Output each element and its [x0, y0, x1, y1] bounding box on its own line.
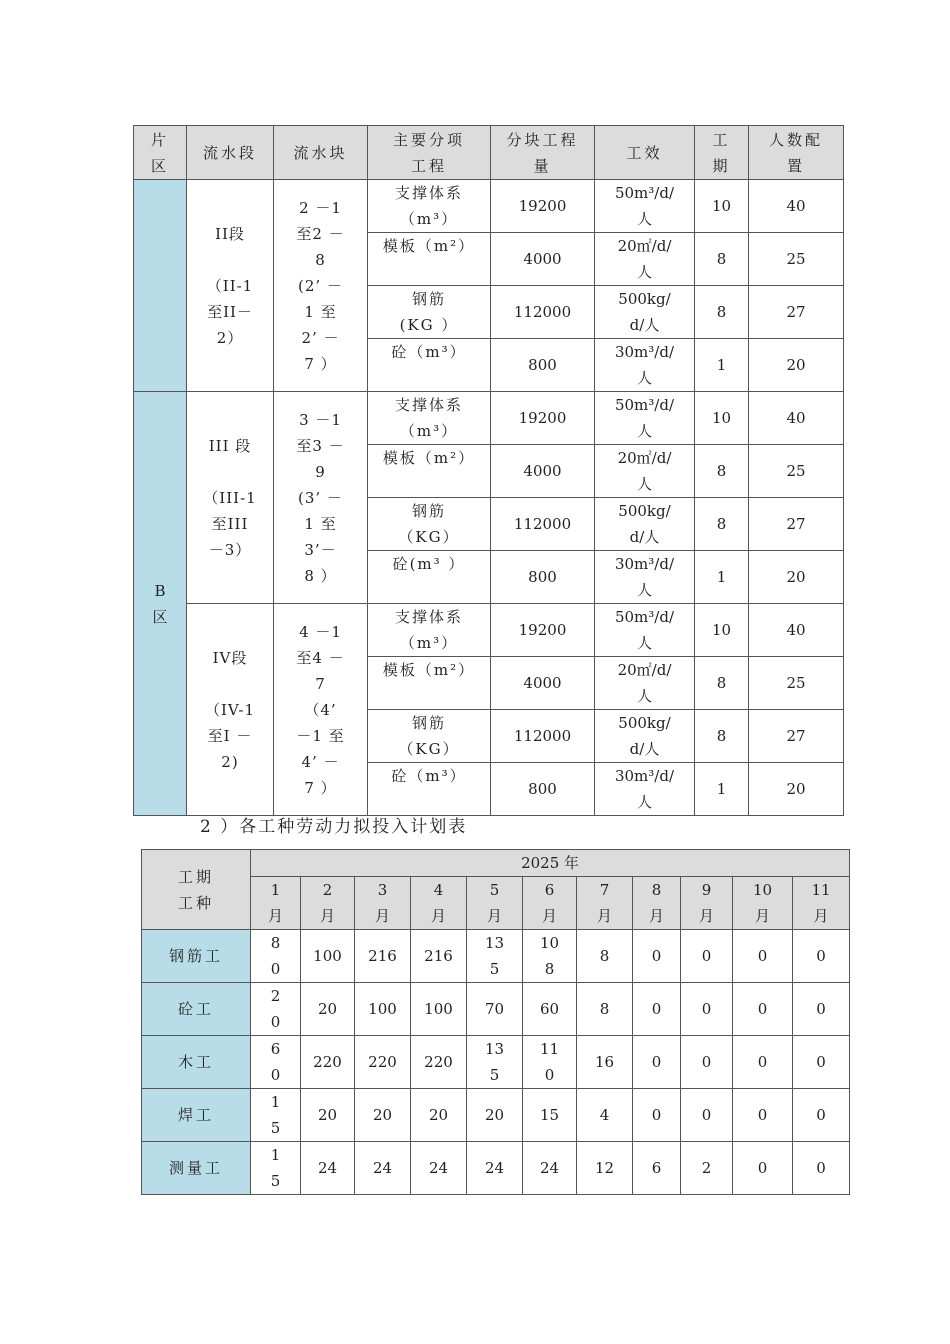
value-cell: 100: [411, 983, 467, 1036]
value-cell: 0: [793, 983, 850, 1036]
value-cell: 0: [733, 983, 793, 1036]
value-cell: 1 5: [251, 1089, 301, 1142]
value-cell: 0: [793, 1036, 850, 1089]
table-row: [134, 392, 844, 445]
value-cell: 2: [681, 1142, 733, 1195]
staff-cell: 25: [749, 657, 844, 710]
month-cell: 8 月: [633, 877, 681, 930]
header-cell: 流水块: [274, 126, 368, 180]
value-cell: 6: [633, 1142, 681, 1195]
value-cell: 0: [633, 1036, 681, 1089]
table-row: [142, 1089, 850, 1142]
trade-cell: 木工: [142, 1036, 251, 1089]
value-cell: 0: [633, 1089, 681, 1142]
month-cell: 4 月: [411, 877, 467, 930]
trade-cell: 砼工: [142, 983, 251, 1036]
period-cell: 10: [695, 392, 749, 445]
item-cell: 模板（m²）: [368, 657, 491, 710]
month-cell: 9 月: [681, 877, 733, 930]
quantity-cell: 800: [491, 339, 595, 392]
value-cell: 16: [577, 1036, 633, 1089]
header-row: [134, 126, 844, 180]
header-cell: 人数配 置: [749, 126, 844, 180]
quantity-cell: 19200: [491, 604, 595, 657]
month-cell: 10 月: [733, 877, 793, 930]
value-cell: 20: [301, 1089, 355, 1142]
value-cell: 220: [411, 1036, 467, 1089]
period-cell: 1: [695, 551, 749, 604]
value-cell: 8 0: [251, 930, 301, 983]
value-cell: 4: [577, 1089, 633, 1142]
value-cell: 60: [523, 983, 577, 1036]
period-cell: 10: [695, 604, 749, 657]
value-cell: 20: [467, 1089, 523, 1142]
value-cell: 24: [301, 1142, 355, 1195]
period-cell: 8: [695, 233, 749, 286]
segment-cell: II段 （II-1 至II－ 2）: [187, 180, 274, 392]
period-cell: 8: [695, 445, 749, 498]
period-cell: 8: [695, 710, 749, 763]
corner-cell: 工期 工种: [142, 850, 251, 930]
staff-cell: 25: [749, 445, 844, 498]
block-cell: 2 －1 至2 － 8 (2’ － 1 至 2’ － 7 ）: [274, 180, 368, 392]
quantity-cell: 19200: [491, 392, 595, 445]
value-cell: 24: [355, 1142, 411, 1195]
item-cell: 支撑体系 （m³）: [368, 392, 491, 445]
table-row: [142, 1142, 850, 1195]
staff-cell: 27: [749, 498, 844, 551]
month-cell: 7 月: [577, 877, 633, 930]
efficiency-cell: 50m³/d/ 人: [595, 392, 695, 445]
value-cell: 220: [355, 1036, 411, 1089]
value-cell: 0: [681, 1089, 733, 1142]
efficiency-cell: 20㎡/d/ 人: [595, 233, 695, 286]
staff-cell: 20: [749, 763, 844, 816]
month-cell: 1 月: [251, 877, 301, 930]
quantity-cell: 112000: [491, 286, 595, 339]
value-cell: 0: [633, 930, 681, 983]
header-cell: 分块工程 量: [491, 126, 595, 180]
header-cell: 流水段: [187, 126, 274, 180]
period-cell: 8: [695, 286, 749, 339]
period-cell: 1: [695, 339, 749, 392]
quantity-cell: 112000: [491, 710, 595, 763]
period-cell: 1: [695, 763, 749, 816]
staff-cell: 27: [749, 710, 844, 763]
efficiency-cell: 500kg/ d/人: [595, 710, 695, 763]
month-cell: 6 月: [523, 877, 577, 930]
header-cell: 片 区: [134, 126, 187, 180]
month-cell: 2 月: [301, 877, 355, 930]
item-cell: 支撑体系 （m³）: [368, 604, 491, 657]
staff-cell: 40: [749, 604, 844, 657]
trade-cell: 测量工: [142, 1142, 251, 1195]
value-cell: 0: [681, 930, 733, 983]
period-cell: 8: [695, 498, 749, 551]
labor-plan-table: [141, 849, 850, 1195]
item-cell: 模板（m²）: [368, 233, 491, 286]
quantity-cell: 800: [491, 551, 595, 604]
quantity-cell: 112000: [491, 498, 595, 551]
value-cell: 24: [467, 1142, 523, 1195]
month-cell: 11 月: [793, 877, 850, 930]
value-cell: 0: [733, 1142, 793, 1195]
efficiency-cell: 20㎡/d/ 人: [595, 657, 695, 710]
quantity-cell: 4000: [491, 445, 595, 498]
efficiency-cell: 500kg/ d/人: [595, 286, 695, 339]
value-cell: 2 0: [251, 983, 301, 1036]
value-cell: 20: [355, 1089, 411, 1142]
value-cell: 11 0: [523, 1036, 577, 1089]
value-cell: 1 5: [251, 1142, 301, 1195]
table-row: [142, 930, 850, 983]
staff-cell: 20: [749, 339, 844, 392]
table-row: [142, 1036, 850, 1089]
quantity-cell: 800: [491, 763, 595, 816]
year-cell: 2025 年: [251, 850, 850, 877]
block-cell: 4 －1 至4 － 7 （4’ －1 至 4’ － 7 ）: [274, 604, 368, 816]
value-cell: 216: [355, 930, 411, 983]
value-cell: 10 8: [523, 930, 577, 983]
value-cell: 100: [301, 930, 355, 983]
quantity-cell: 4000: [491, 233, 595, 286]
value-cell: 8: [577, 983, 633, 1036]
staff-cell: 40: [749, 180, 844, 233]
value-cell: 70: [467, 983, 523, 1036]
value-cell: 0: [633, 983, 681, 1036]
zone-cell: B 区: [134, 392, 187, 816]
item-cell: 砼(m³ ）: [368, 551, 491, 604]
period-cell: 10: [695, 180, 749, 233]
month-cell: 5 月: [467, 877, 523, 930]
block-cell: 3 －1 至3 － 9 (3’ － 1 至 3’－ 8 ）: [274, 392, 368, 604]
efficiency-cell: 30m³/d/ 人: [595, 339, 695, 392]
item-cell: 模板（m²）: [368, 445, 491, 498]
table-caption: 2 ）各工种劳动力拟投入计划表: [200, 817, 468, 837]
efficiency-cell: 50m³/d/ 人: [595, 604, 695, 657]
header-cell: 主要分项 工程: [368, 126, 491, 180]
staff-cell: 20: [749, 551, 844, 604]
trade-cell: 钢筋工: [142, 930, 251, 983]
value-cell: 15: [523, 1089, 577, 1142]
efficiency-cell: 500kg/ d/人: [595, 498, 695, 551]
table-row: [134, 604, 844, 657]
value-cell: 12: [577, 1142, 633, 1195]
value-cell: 13 5: [467, 1036, 523, 1089]
value-cell: 0: [733, 1036, 793, 1089]
segment-cell: IV段 （IV-1 至I － 2): [187, 604, 274, 816]
value-cell: 8: [577, 930, 633, 983]
trade-cell: 焊工: [142, 1089, 251, 1142]
value-cell: 20: [411, 1089, 467, 1142]
value-cell: 0: [681, 1036, 733, 1089]
header-cell: 工效: [595, 126, 695, 180]
quantity-cell: 19200: [491, 180, 595, 233]
segment-cell: III 段 （III-1 至III －3）: [187, 392, 274, 604]
quantity-cell: 4000: [491, 657, 595, 710]
value-cell: 216: [411, 930, 467, 983]
item-cell: 钢筋 (KG ）: [368, 286, 491, 339]
header-cell: 工 期: [695, 126, 749, 180]
value-cell: 24: [523, 1142, 577, 1195]
value-cell: 0: [733, 930, 793, 983]
value-cell: 13 5: [467, 930, 523, 983]
staff-cell: 27: [749, 286, 844, 339]
item-cell: 支撑体系 （m³）: [368, 180, 491, 233]
flow-section-table: [133, 125, 844, 816]
value-cell: 20: [301, 983, 355, 1036]
value-cell: 0: [681, 983, 733, 1036]
table-row: [134, 180, 844, 233]
efficiency-cell: 30m³/d/ 人: [595, 763, 695, 816]
staff-cell: 25: [749, 233, 844, 286]
staff-cell: 40: [749, 392, 844, 445]
zone-cell: [134, 180, 187, 392]
value-cell: 0: [733, 1089, 793, 1142]
efficiency-cell: 30m³/d/ 人: [595, 551, 695, 604]
value-cell: 100: [355, 983, 411, 1036]
item-cell: 砼（m³）: [368, 763, 491, 816]
value-cell: 24: [411, 1142, 467, 1195]
efficiency-cell: 50m³/d/ 人: [595, 180, 695, 233]
month-cell: 3 月: [355, 877, 411, 930]
item-cell: 砼（m³）: [368, 339, 491, 392]
value-cell: 0: [793, 930, 850, 983]
value-cell: 0: [793, 1142, 850, 1195]
efficiency-cell: 20㎡/d/ 人: [595, 445, 695, 498]
period-cell: 8: [695, 657, 749, 710]
item-cell: 钢筋 （KG）: [368, 498, 491, 551]
item-cell: 钢筋 （KG）: [368, 710, 491, 763]
value-cell: 0: [793, 1089, 850, 1142]
table-row: [142, 983, 850, 1036]
year-row: [142, 850, 850, 877]
value-cell: 6 0: [251, 1036, 301, 1089]
value-cell: 220: [301, 1036, 355, 1089]
